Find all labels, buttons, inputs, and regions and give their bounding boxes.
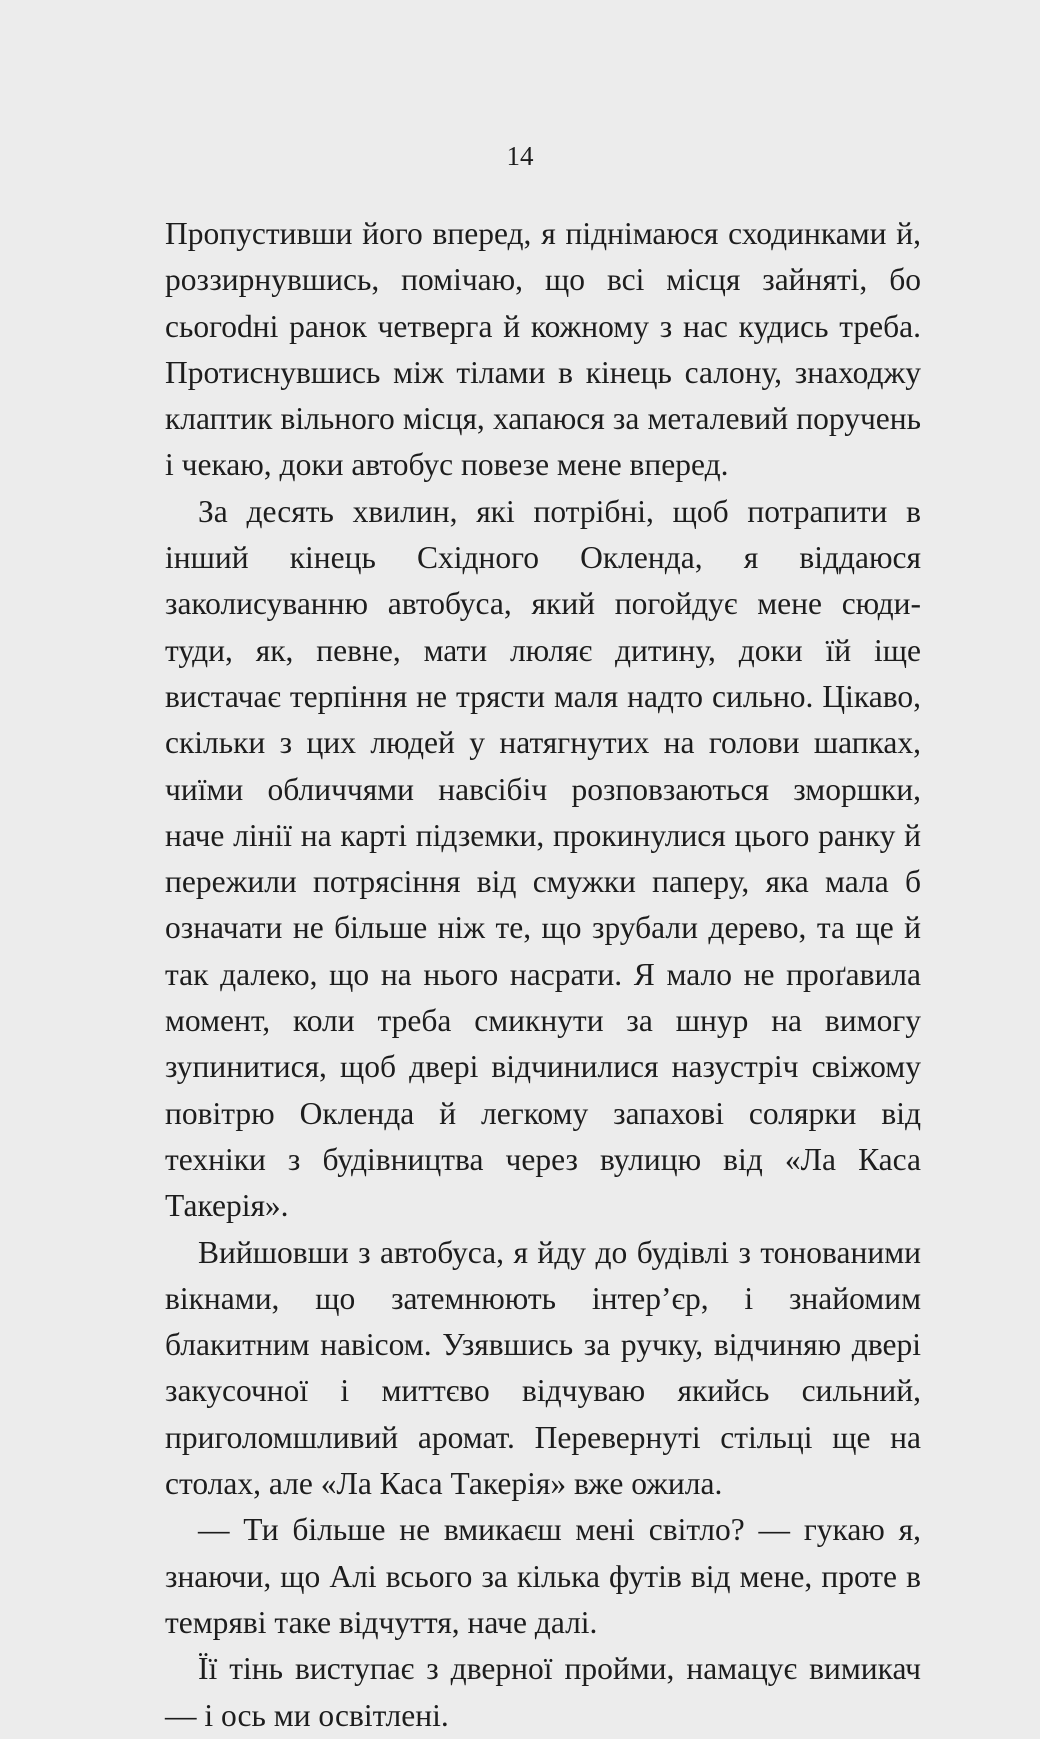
paragraph-2: За десять хвилин, які потрібні, щоб потрапити в інший кінець Східного Окленда, я віддаюся заколисуванню автобуса, який погойдує мене сюди-туди, як, певне, мати люляє дитину, доки їй іще вистачає терпіння не трясти маля надто сильно. Цікаво, скільки з цих людей у натягнутих на голови шапках, чиїми обличчями навсібіч розповзаються зморшки, наче лінії на карті підземки, прокинулися цього ранку й пережили потрясіння від смужки паперу, яка мала б означати не більше ніж те, що зрубали дерево, та ще й так далеко, що на нього насрати. Я мало не проґавила момент, коли треба смикнути за шнур на вимогу зупинитися, щоб двері відчинилися назустріч свіжому повітрю Окленда й легкому запахові солярки від техніки з будівництва через вулицю від «Ла Каса Такерія».	[165, 493, 921, 1224]
paragraph-5: Її тінь виступає з дверної пройми, намацує вимикач — і ось ми освітлені.	[165, 1651, 921, 1733]
book-text	[165, 211, 921, 1739]
paragraph-4: — Ти більше не вмикаєш мені світло? — гукаю я, знаючи, що Алі всього за кілька футів від мене, проте в темряві таке відчуття, наче далі.	[165, 1512, 921, 1640]
paragraph-1: Пропустивши його вперед, я піднімаюся сходинками й, роззирнувшись, помічаю, що всі місця зайняті, бо сьогоdні ранок четверга й кожному з нас кудись треба. Протиснувшись між тілами в кінець салону, знаходжу клаптик вільного місця, хапаюся за металевий поручень і чекаю, доки автобус повезе мене вперед.	[165, 216, 921, 483]
paragraph-3: Вийшовши з автобуса, я йду до будівлі з тонованими вікнами, що затемнюють інтер’єр, і знайомим блакитним навісом. Узявшись за ручку, відчиняю двері закусочної і миттєво відчуваю якийсь сильний, приголомшливий аромат. Перевернуті стільці ще на столах, але «Ла Каса Такерія» вже ожила.	[165, 1234, 921, 1502]
page-number: 14	[506, 141, 534, 171]
